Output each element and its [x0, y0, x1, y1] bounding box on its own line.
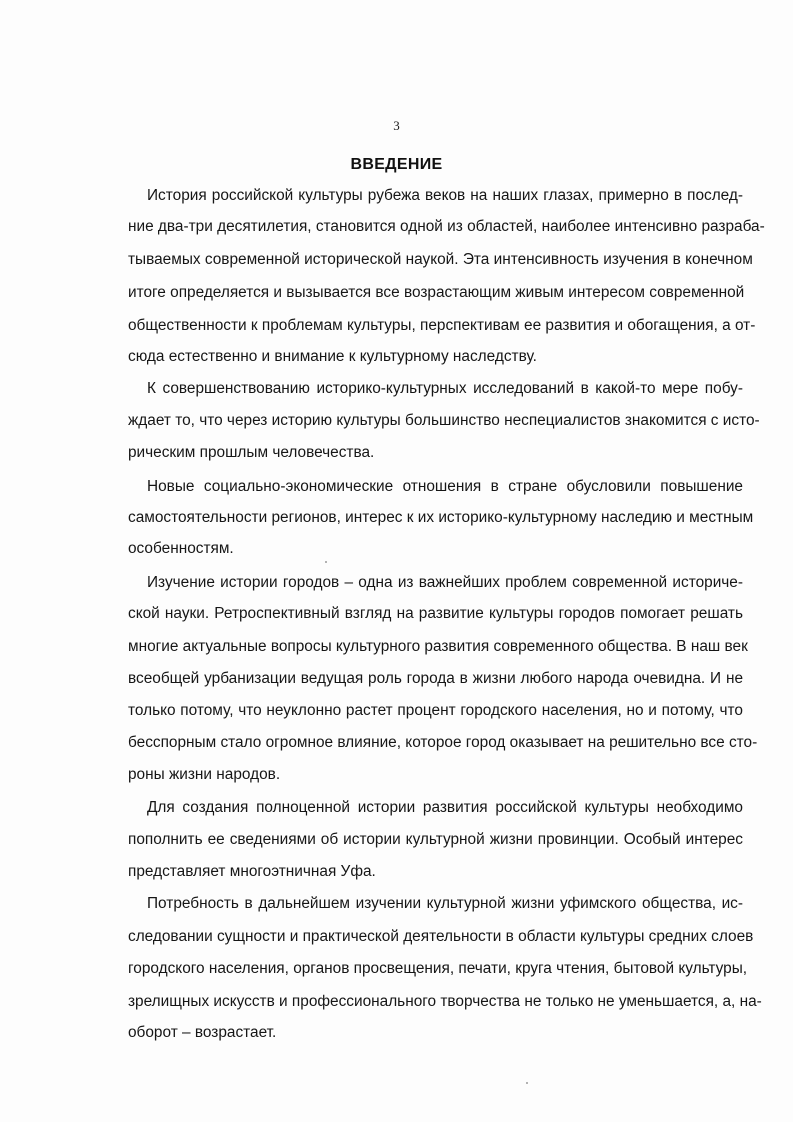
- text-line: только потому, что неуклонно растет процент городского населения, но и потому, что: [128, 702, 743, 719]
- text-line: итоге определяется и вызывается все возрастающим живым интересом современной: [128, 284, 745, 301]
- text-line: оборот – возрастает.: [128, 1024, 277, 1041]
- page-number: 3: [393, 118, 400, 133]
- text-line: роны жизни народов.: [128, 766, 281, 783]
- text-line: всеобщей урбанизации ведущая роль города в жизни любого народа очевидна. И не: [128, 670, 743, 687]
- text-line: следовании сущности и практической деятельности в области культуры средних слоев: [128, 928, 754, 945]
- text-line: бесспорным стало огромное влияние, которое город оказывает на решительно все сто-: [128, 734, 758, 751]
- text-line: общественности к проблемам культуры, перспективам ее развития и обогащения, а от-: [128, 317, 756, 334]
- text-line: История российской культуры рубежа веков на наших глазах, примерно в послед-: [147, 187, 743, 204]
- scan-speck: [526, 1082, 528, 1084]
- text-line: сюда естественно и внимание к культурному наследству.: [128, 348, 537, 365]
- text-line: К совершенствованию историко-культурных исследований в какой-то мере побу-: [147, 380, 743, 397]
- text-line: самостоятельности регионов, интерес к их историко-культурному наследию и местным: [128, 509, 754, 526]
- text-line: многие актуальные вопросы культурного развития современного общества. В наш век: [128, 638, 748, 655]
- text-line: ской науки. Ретроспективный взгляд на развитие культуры городов помогает решать: [128, 605, 743, 622]
- text-line: ние два-три десятилетия, становится одной из областей, наиболее интенсивно разраба-: [128, 218, 765, 235]
- text-line: особенностям.: [128, 540, 234, 557]
- text-line: Новые социально-экономические отношения в стране обусловили повышение: [147, 478, 743, 495]
- page-title: ВВЕДЕНИЕ: [350, 156, 443, 173]
- text-line: тываемых современной исторической наукой. Эта интенсивность изучения в конечном: [128, 251, 753, 268]
- text-line: зрелищных искусств и профессионального творчества не только не уменьшается, а, на-: [128, 993, 762, 1010]
- text-line: Для создания полноценной истории развития российской культуры необходимо: [147, 799, 743, 816]
- text-line: рическим прошлым человечества.: [128, 444, 375, 461]
- text-line: Потребность в дальнейшем изучении культурной жизни уфимского общества, ис-: [147, 895, 743, 912]
- text-line: ждает то, что через историю культуры большинство неспециалистов знакомится с исто-: [128, 412, 760, 429]
- text-line: городского населения, органов просвещения, печати, круга чтения, бытовой культуры,: [128, 960, 748, 977]
- text-line: Изучение истории городов – одна из важнейших проблем современной историче-: [147, 574, 743, 591]
- text-line: пополнить ее сведениями об истории культурной жизни провинции. Особый интерес: [128, 831, 743, 848]
- text-line: представляет многоэтничная Уфа.: [128, 863, 376, 880]
- scan-speck: [325, 561, 327, 563]
